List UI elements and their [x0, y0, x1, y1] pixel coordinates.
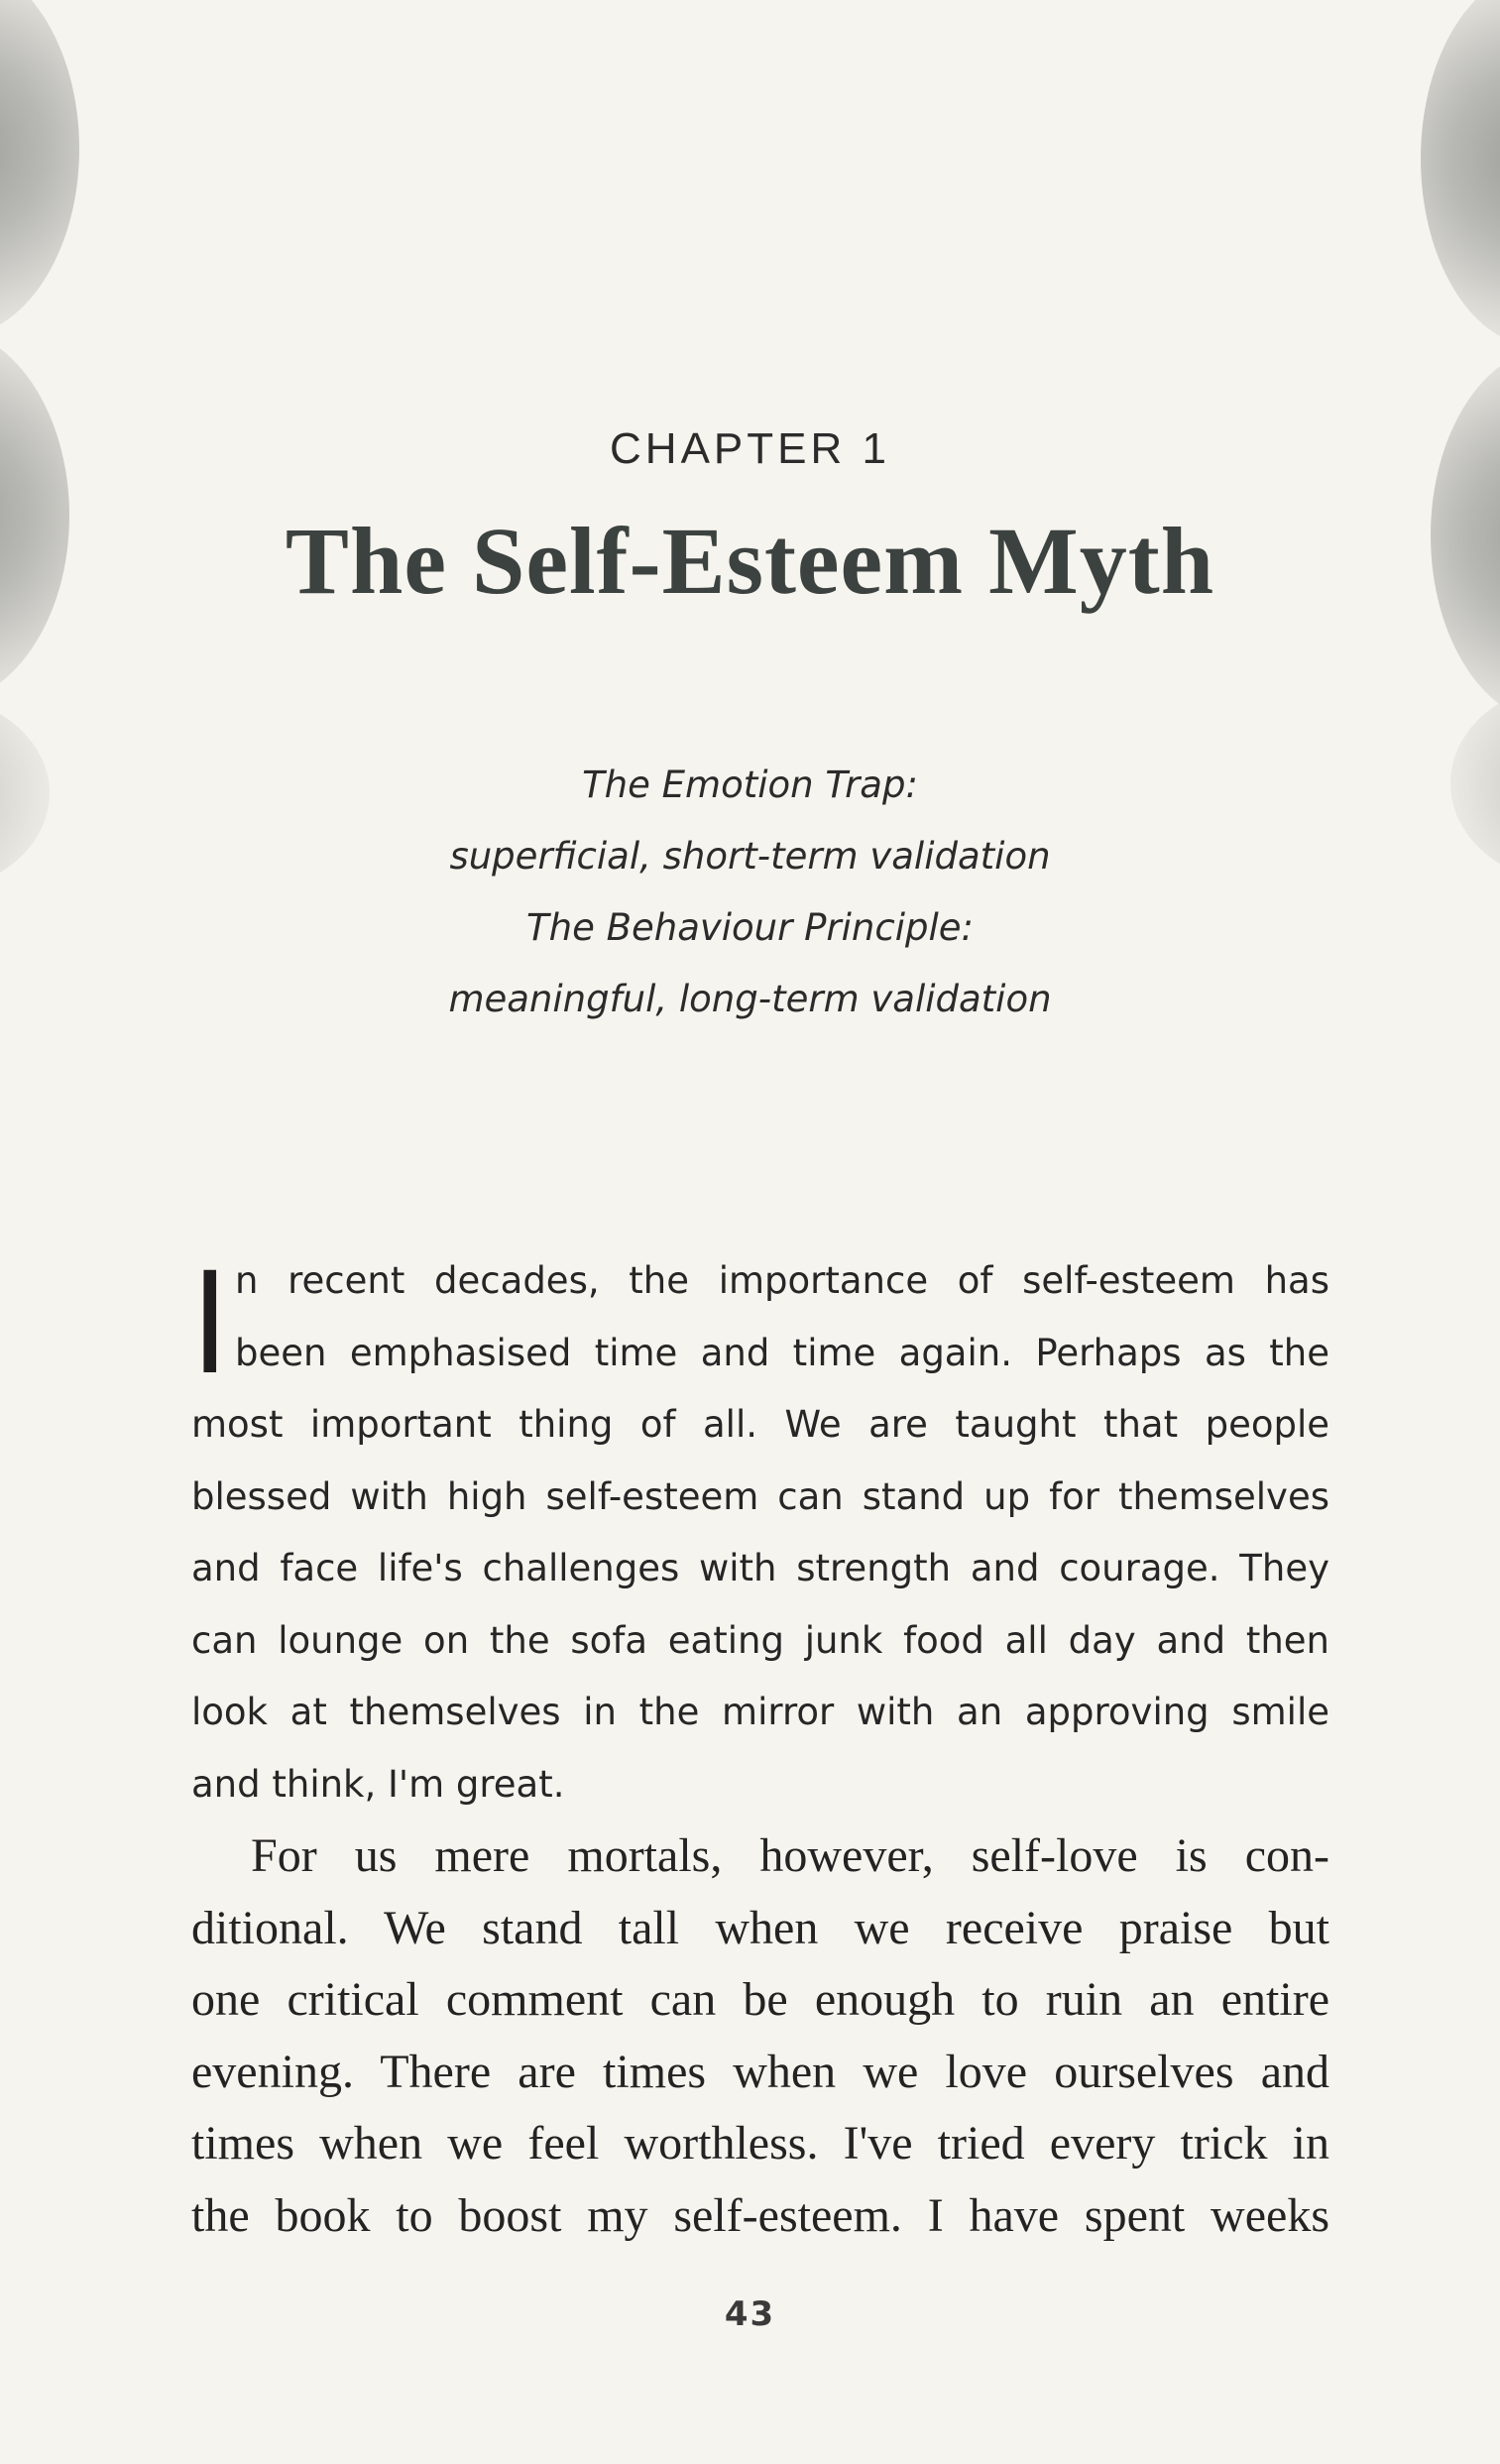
- paragraph-line: look at themselves in the mirror with an approving smile: [191, 1691, 1329, 1733]
- paragraph-line: n recent decades, the importance of self-esteem has: [235, 1259, 1329, 1302]
- second-paragraph: [191, 1820, 1329, 2252]
- chapter-label: CHAPTER 1: [610, 424, 890, 473]
- epigraph-line: The Behaviour Principle:: [526, 906, 974, 949]
- paragraph-line: times when we feel worthless. I've tried every trick in: [191, 2117, 1329, 2170]
- paragraph-line: the book to boost my self-esteem. I have spent weeks: [191, 2188, 1329, 2242]
- epigraph: [0, 750, 1500, 1035]
- paragraph-line: can lounge on the sofa eating junk food all day and then: [191, 1618, 1329, 1662]
- page-number: 43: [724, 2294, 776, 2334]
- paragraph-line: been emphasised time and time again. Perhaps as the: [235, 1331, 1329, 1374]
- paragraph-line: most important thing of all. We are taught that people: [191, 1403, 1329, 1446]
- paragraph-line: and face life's challenges with strength and courage. They: [191, 1547, 1329, 1589]
- paragraph-line: one critical comment can be enough to ruin an entire: [191, 1973, 1329, 2026]
- paragraph-line: blessed with high self-esteem can stand up for themselves: [191, 1474, 1329, 1518]
- opening-paragraph: [191, 1237, 1329, 1820]
- page-edge-shadow: [1421, 0, 1500, 347]
- paragraph-line: For us mere mortals, however, self-love is con-: [251, 1829, 1329, 1882]
- page-edge-shadow: [0, 0, 79, 337]
- epigraph-line: meaningful, long-term validation: [448, 978, 1052, 1020]
- paragraph-line: evening. There are times when we love ourselves and: [191, 2045, 1329, 2098]
- paragraph-line: ditional. We stand tall when we receive praise but: [191, 1901, 1329, 1954]
- epigraph-line: superficial, short-term validation: [449, 835, 1051, 878]
- paragraph-line: and think, I'm great.: [191, 1762, 565, 1806]
- drop-cap: I: [191, 1237, 229, 1404]
- chapter-title: The Self-Esteem Myth: [285, 508, 1215, 614]
- epigraph-line: The Emotion Trap:: [582, 763, 918, 806]
